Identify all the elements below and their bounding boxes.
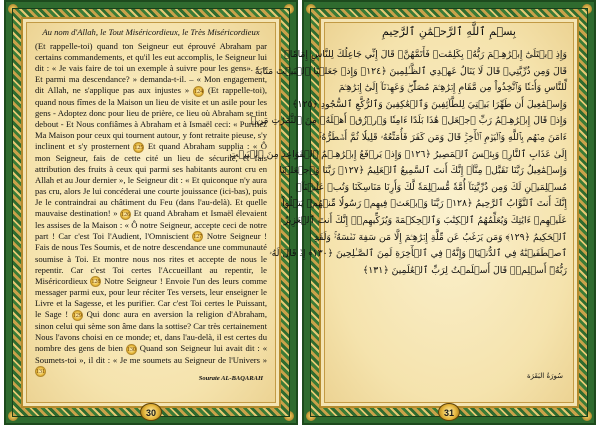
verse-number-badge: 129 <box>72 310 83 321</box>
arabic-line: عَلَيۡهِمۡ ءَايَٰتِكَ وَيُعَلِّمُهُمُ ٱلۡكِتَٰبَ وَٱلۡحِكۡمَةَ وَيُزَكِّيهِمۡۖ إِنَّكَ أَنتَ ٱلۡعَزِيزُ <box>283 214 567 226</box>
left-page <box>4 0 298 425</box>
sourate-label: Sourate AL-BAQARAH <box>198 375 263 382</box>
page-header: Au nom d'Allah, le Tout Miséricordieux, le Très Miséricordieux <box>42 27 260 37</box>
verse-text: Notre Seigneur ! Fais de nous Tes Soumis, et de notre descendance une communauté soumise à Toi. Et montre nous nos rites et accepte de nous le repentir. Car c'est Toi certes l'Accueillant au repentir, le Miséricordieux <box>35 230 268 286</box>
parchment-area <box>26 22 276 403</box>
verse-number-badge: 128 <box>90 276 101 287</box>
verse-text: Et quand Abraham et Ismaël élevaient les assises de la Maison : « Ô notre Seigneur, accepte ceci de notre part ! Car c'est Toi l'Audient, l'Omniscient <box>35 208 268 241</box>
arabic-text <box>229 47 567 368</box>
arabic-line: لِّلنَّاسِ وَأَمۡنٗا وَٱتَّخِذُواْ مِن مَّقَامِ إِبۡرَٰهِـۧمَ مُصَلّٗىۖ وَعَهِدۡنَآ إِلَىٰٓ إِبۡرَٰهِـۧمَ <box>338 82 567 94</box>
sura-label: سُورَةُ البَقَرَة <box>526 372 563 380</box>
frame-inner <box>21 17 281 408</box>
verse-number-badge: 124 <box>193 86 204 97</box>
page-number: 30 <box>140 403 162 421</box>
verse-number-badge: 127 <box>192 231 203 242</box>
verse-number-badge: 131 <box>35 366 46 377</box>
arabic-line: إِلَىٰ عَذَابِ ٱلنَّارِۖ وَبِئۡسَ ٱلۡمَصِيرُ ﴿١٢٦﴾ وَإِذۡ يَرۡفَعُ إِبۡرَٰهِـۧمُ ٱلۡقَوَاعِدَ مِنَ ٱلۡبَيۡتِ <box>229 148 567 160</box>
arabic-line: ٱلۡحَكِيمُ ﴿١٢٩﴾ وَمَن يَرۡغَبُ عَن مِّلَّةِ إِبۡرَٰهِـۧمَ إِلَّا مَن سَفِهَ نَفۡسَهُۥۚ وَلَقَدِ <box>314 231 567 243</box>
arabic-line: ٱصۡطَفَيۡنَٰهُ فِي ٱلدُّنۡيَاۖ وَإِنَّهُۥ فِي ٱلۡأٓخِرَةِ لَمِنَ ٱلصَّـٰلِحِينَ ﴿١٣٠﴾ إِذۡ قَالَ لَهُۥ <box>269 248 567 260</box>
arabic-line: إِنَّكَ أَنتَ ٱلتَّوَّابُ ٱلرَّحِيمُ ﴿١٢٨﴾ رَبَّنَا وَٱبۡعَثۡ فِيهِمۡ رَسُولٗا مِّنۡهُمۡ يَتۡلُواْ <box>282 198 567 210</box>
verse-text: (Et rappelle-toi), quand nous fîmes de la Maison un lieu de visite et un asile pour les gens - Adoptez donc pour lieu de prière, ce lieu où Abraham se tint debout - Et Nous confiâmes à Abraham et à Ismaël ceci: « Purifiez Ma Maison pour ceux qui tournent autour, y font retraite pieuse, s'y inclinent et s'y prosternent <box>35 85 267 152</box>
verse-number-badge: 126 <box>120 209 131 220</box>
translation-text <box>35 41 268 376</box>
verse-text: Et quand Abraham supplia : « Ô mon Seigneur, fais de cette cité un lieu de sécurité, et fais attribution des fruits à ceux qui parmi ses habitants auront cru en Allah et au Jour dernier », le Seigneur dit : « Et quiconque n'y aura pas cru, alors Je lui concéderai une courte jouissance (ici-bas), puis Je le contraindrai au châtiment du Feu (dans l'au-delà). Et quelle mauvaise destination! » <box>35 141 267 219</box>
verse-text: Notre Seigneur ! Envoie l'un des leurs comme messager parmi eux, pour leur réciter Tes versets, leur enseigner le Livre et la Sagesse, et les purifier. Car c'est Toi certes le Puissant, le Sage ! <box>35 275 267 320</box>
arabic-line: وَإِسۡمَٰعِيلَ أَن طَهِّرَا بَيۡتِيَ لِلطَّآئِفِينَ وَٱلۡعَٰكِفِينَ وَٱلرُّكَّعِ ٱلسُّجُودِ ﴿١٢٥﴾ <box>292 98 567 110</box>
arabic-line: مُسۡلِمَيۡنِ لَكَ وَمِن ذُرِّيَّتِنَآ أُمَّةٗ مُّسۡلِمَةٗ لَّكَ وَأَرِنَا مَنَاسِكَنَا وَتُبۡ عَلَيۡنَآۖ <box>296 181 567 193</box>
arabic-line: ءَامَنَ مِنۡهُم بِٱللَّهِ وَٱلۡيَوۡمِ ٱلۡأٓخِرِۚ قَالَ وَمَن كَفَرَ فَأُمَتِّعُهُۥ قَلِيلٗا ثُمَّ أَضۡطَرُّهُۥٓ <box>319 131 567 143</box>
arabic-line: رَبُّهُۥٓ أَسۡلِمۡۖ قَالَ أَسۡلَمۡتُ لِرَبِّ ٱلۡعَٰلَمِينَ ﴿١٣١﴾ <box>362 264 567 276</box>
verse-text: Qui donc aura en aversion la religion d'Abraham, sinon celui qui sème son âme dans la sottise? Car très certainement Nous l'avons choisi en ce monde; et, dans l'au-delà, il est certes du nombre des gens de bien <box>35 309 267 354</box>
verse-text: Quand son Seigneur lui avait dit : « Soumets-toi », il dit : « Je me soumets au Seigneur de l'Univers » <box>35 343 267 365</box>
page-number: 31 <box>438 403 460 421</box>
arabic-line: وَإِسۡمَٰعِيلُ رَبَّنَا تَقَبَّلۡ مِنَّآۖ إِنَّكَ أَنتَ ٱلسَّمِيعُ ٱلۡعَلِيمُ ﴿١٢٧﴾ رَبَّنَا وَٱجۡعَلۡنَا <box>279 165 567 177</box>
arabic-line: وَإِذۡ قَالَ إِبۡرَٰهِـۧمُ رَبِّ ٱجۡعَلۡ هَٰذَا بَلَدًا ءَامِنٗا وَٱرۡزُقۡ أَهۡلَهُۥ مِنَ ٱلثَّمَرَٰتِ مَنۡ <box>250 115 567 127</box>
verse-text: (Et rappelle-toi) quand ton Seigneur eut éprouvé Abraham par certains commandements, et qu'il les eut accomplis, le Seigneur lui dit : « Je vais faire de toi un exemple à suivre pour les gens». – « Et parmi ma descendance? » demanda-t-il. – « Mon engagement, dit Allah, ne s'applique pas aux injustes » <box>35 41 267 96</box>
verse-number-badge: 130 <box>126 344 137 355</box>
ornamental-frame <box>12 8 290 417</box>
arabic-line: وَإِذِ ٱبۡتَلَىٰٓ إِبۡرَٰهِـۧمَ رَبُّهُۥ بِكَلِمَٰتٖ فَأَتَمَّهُنَّۖ قَالَ إِنِّي جَاعِلُكَ لِلنَّاسِ إِمَامٗاۖ <box>284 49 567 60</box>
verse-number-badge: 125 <box>133 142 144 153</box>
basmala-heading: بِسۡمِ ٱللَّهِ ٱلرَّحۡمَٰنِ ٱلرَّحِيمِ <box>382 25 516 38</box>
arabic-line: قَالَ وَمِن ذُرِّيَّتِيۖ قَالَ لَا يَنَالُ عَهۡدِي ٱلظَّـٰلِمِينَ ﴿١٢٤﴾ وَإِذۡ جَعَلۡنَا ٱلۡبَيۡتَ مَثَابَةٗ <box>254 65 567 77</box>
